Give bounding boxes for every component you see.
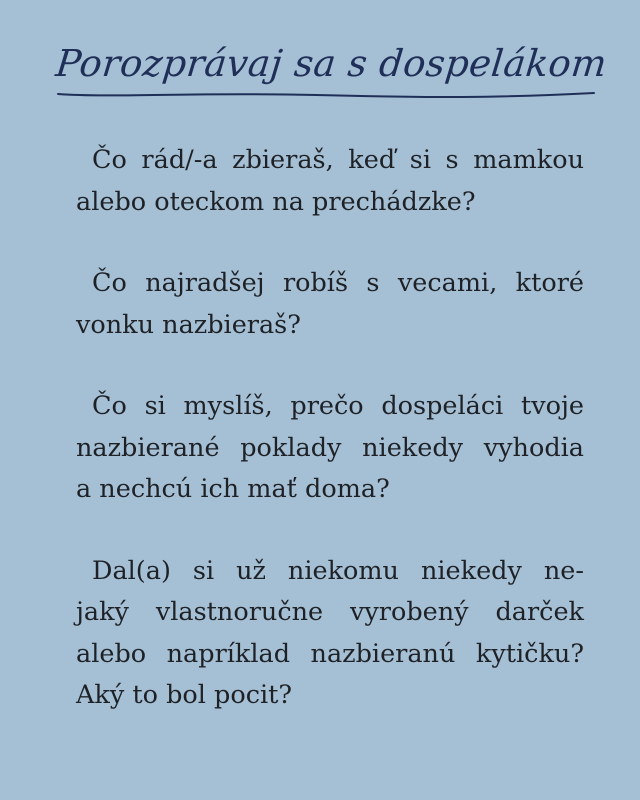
- header: [53, 36, 609, 106]
- question-line: Aký to bol pocit?: [76, 680, 293, 710]
- question-list: [60, 140, 584, 757]
- title-underline: [56, 88, 596, 102]
- question-line: Čo najradšej robíš s vecami, ktoré: [92, 268, 584, 298]
- question-line: alebo napríklad nazbieranú kytičku?: [76, 638, 584, 669]
- question-line: a nechcú ich mať doma?: [76, 474, 390, 504]
- question-3: [60, 386, 584, 511]
- question-4: [60, 551, 584, 717]
- question-line: Čo rád/-a zbieraš, keď si s mamkou: [92, 145, 584, 175]
- question-line: Čo si myslíš, prečo dospeláci tvoje: [92, 391, 584, 421]
- question-line: Dal(a) si už niekomu niekedy ne-: [92, 555, 584, 586]
- question-2: [60, 263, 584, 346]
- page-title: Porozprávaj sa s dospelákom: [53, 42, 609, 85]
- question-line: jaký vlastnoručne vyrobený darček: [76, 597, 584, 627]
- question-line: vonku nazbieraš?: [76, 309, 301, 340]
- question-1: [60, 140, 584, 223]
- question-line: nazbierané poklady niekedy vyhodia: [76, 432, 584, 463]
- question-line: alebo oteckom na prechádzke?: [76, 186, 476, 217]
